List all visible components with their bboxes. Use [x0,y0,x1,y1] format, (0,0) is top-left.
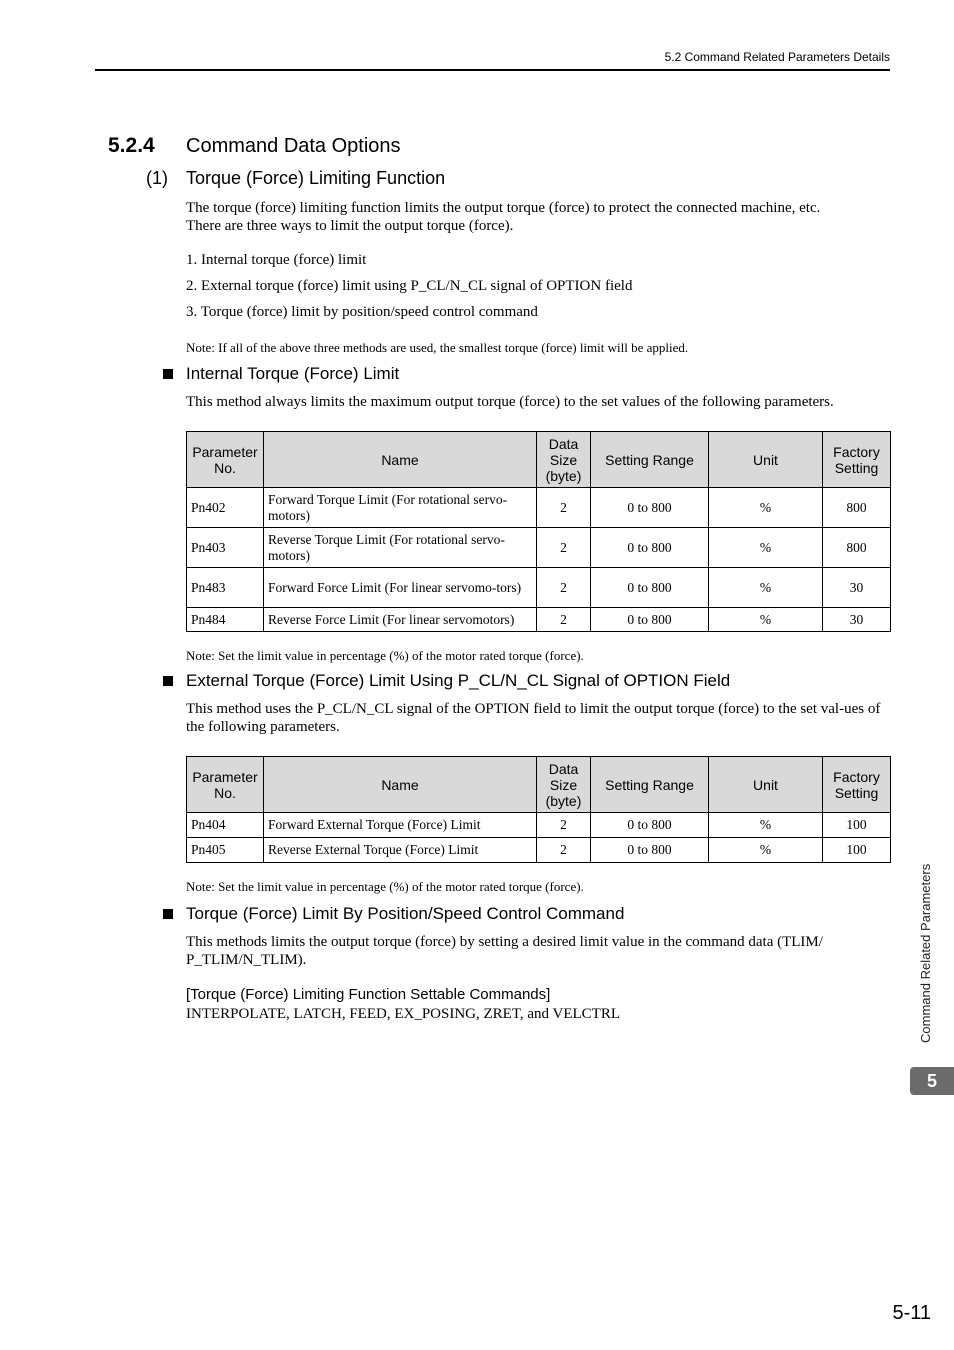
subsection-number: (1) [146,168,168,188]
table-row [187,838,891,863]
intro-line: The torque (force) limiting function limits the output torque (force) to protect the connected machine, etc. [186,200,821,216]
header-rule [95,69,890,71]
cell-param: Pn483 [187,568,264,608]
cell-param: Pn484 [187,608,264,632]
running-header: 5.2 Command Related Parameters Details [664,50,890,64]
cell-unit: % [709,568,823,608]
external-limit-text: This method uses the P_CL/N_CL signal of the OPTION field to limit the output torque (force) to the set val-ues of the following parameters. [186,701,881,735]
cell-name: Forward Torque Limit (For rotational servo-motors) [264,488,537,528]
cell-name: Reverse Torque Limit (For rotational servo-motors) [264,528,537,568]
header-param: Parameter No. [187,432,264,488]
method-item: 2. External torque (force) limit using P_CL/N_CL signal of OPTION field [186,278,633,294]
cell-size: 2 [537,608,591,632]
table-header-row [187,432,891,488]
settable-commands-heading: [Torque (Force) Limiting Function Settable Commands] [186,986,551,1003]
intro-paragraph [186,200,890,235]
header-size: Data Size (byte) [537,432,591,488]
sidebar-chapter-label: Command Related Parameters [918,863,933,1043]
method-item: 1. Internal torque (force) limit [186,252,367,268]
square-bullet-icon [163,676,173,686]
external-limit-table [186,756,891,863]
cell-size: 2 [537,838,591,863]
header-name: Name [264,757,537,813]
header-range: Setting Range [591,432,709,488]
header-factory: Factory Setting [823,757,891,813]
cell-range: 0 to 800 [591,608,709,632]
cell-param: Pn402 [187,488,264,528]
header-name: Name [264,432,537,488]
table-row [187,528,891,568]
cell-name: Forward Force Limit (For linear servomo-tors) [264,568,537,608]
page-number: 5-11 [892,1302,931,1324]
cell-size: 2 [537,568,591,608]
table-header-row [187,757,891,813]
cell-unit: % [709,838,823,863]
intro-line: There are three ways to limit the output torque (force). [186,217,514,234]
square-bullet-icon [163,369,173,379]
table-row [187,488,891,528]
cell-param: Pn403 [187,528,264,568]
cell-factory: 800 [823,488,891,528]
cell-size: 2 [537,528,591,568]
cell-name: Forward External Torque (Force) Limit [264,813,537,838]
cell-range: 0 to 800 [591,488,709,528]
cell-unit: % [709,608,823,632]
cell-param: Pn404 [187,813,264,838]
external-limit-heading [163,671,730,691]
cell-unit: % [709,813,823,838]
cell-range: 0 to 800 [591,838,709,863]
header-size: Data Size (byte) [537,757,591,813]
header-param: Parameter No. [187,757,264,813]
header-unit: Unit [709,757,823,813]
cell-size: 2 [537,813,591,838]
cell-range: 0 to 800 [591,813,709,838]
section-title: Command Data Options [186,135,401,157]
subsection-title: Torque (Force) Limiting Function [186,168,446,188]
table-row [187,813,891,838]
cell-size: 2 [537,488,591,528]
command-limit-heading-text: Torque (Force) Limit By Position/Speed Control Command [186,904,625,923]
cell-unit: % [709,488,823,528]
table-row [187,608,891,632]
cell-name: Reverse External Torque (Force) Limit [264,838,537,863]
square-bullet-icon [163,909,173,919]
cell-range: 0 to 800 [591,528,709,568]
cell-unit: % [709,528,823,568]
cell-factory: 800 [823,528,891,568]
cell-factory: 30 [823,568,891,608]
command-limit-heading [163,904,624,924]
note-all-methods: Note: If all of the above three methods are used, the smallest torque (force) limit will be applied. [186,340,689,355]
cell-factory: 100 [823,813,891,838]
section-number: 5.2.4 [108,134,155,157]
header-range: Setting Range [591,757,709,813]
internal-limit-text: This method always limits the maximum output torque (force) to the set values of the following parameters. [186,394,834,410]
cell-name: Reverse Force Limit (For linear servomotors) [264,608,537,632]
external-limit-heading-text: External Torque (Force) Limit Using P_CL/N_CL Signal of OPTION Field [186,671,731,690]
chapter-tab: 5 [910,1067,954,1095]
settable-commands-list: INTERPOLATE, LATCH, FEED, EX_POSING, ZRET, and VELCTRL [186,1006,621,1022]
header-factory: Factory Setting [823,432,891,488]
table-row [187,568,891,608]
cell-param: Pn405 [187,838,264,863]
cell-range: 0 to 800 [591,568,709,608]
internal-limit-table [186,431,891,632]
cell-factory: 100 [823,838,891,863]
internal-limit-heading-text: Internal Torque (Force) Limit [186,364,400,383]
internal-limit-heading [163,364,399,384]
header-unit: Unit [709,432,823,488]
cell-factory: 30 [823,608,891,632]
method-item: 3. Torque (force) limit by position/speed control command [186,304,538,320]
external-limit-note: Note: Set the limit value in percentage (%) of the motor rated torque (force). [186,879,584,894]
internal-limit-note: Note: Set the limit value in percentage (%) of the motor rated torque (force). [186,648,584,663]
command-limit-text: This methods limits the output torque (force) by setting a desired limit value in the command data (TLIM/ P_TLIM/N_TLIM). [186,934,823,968]
